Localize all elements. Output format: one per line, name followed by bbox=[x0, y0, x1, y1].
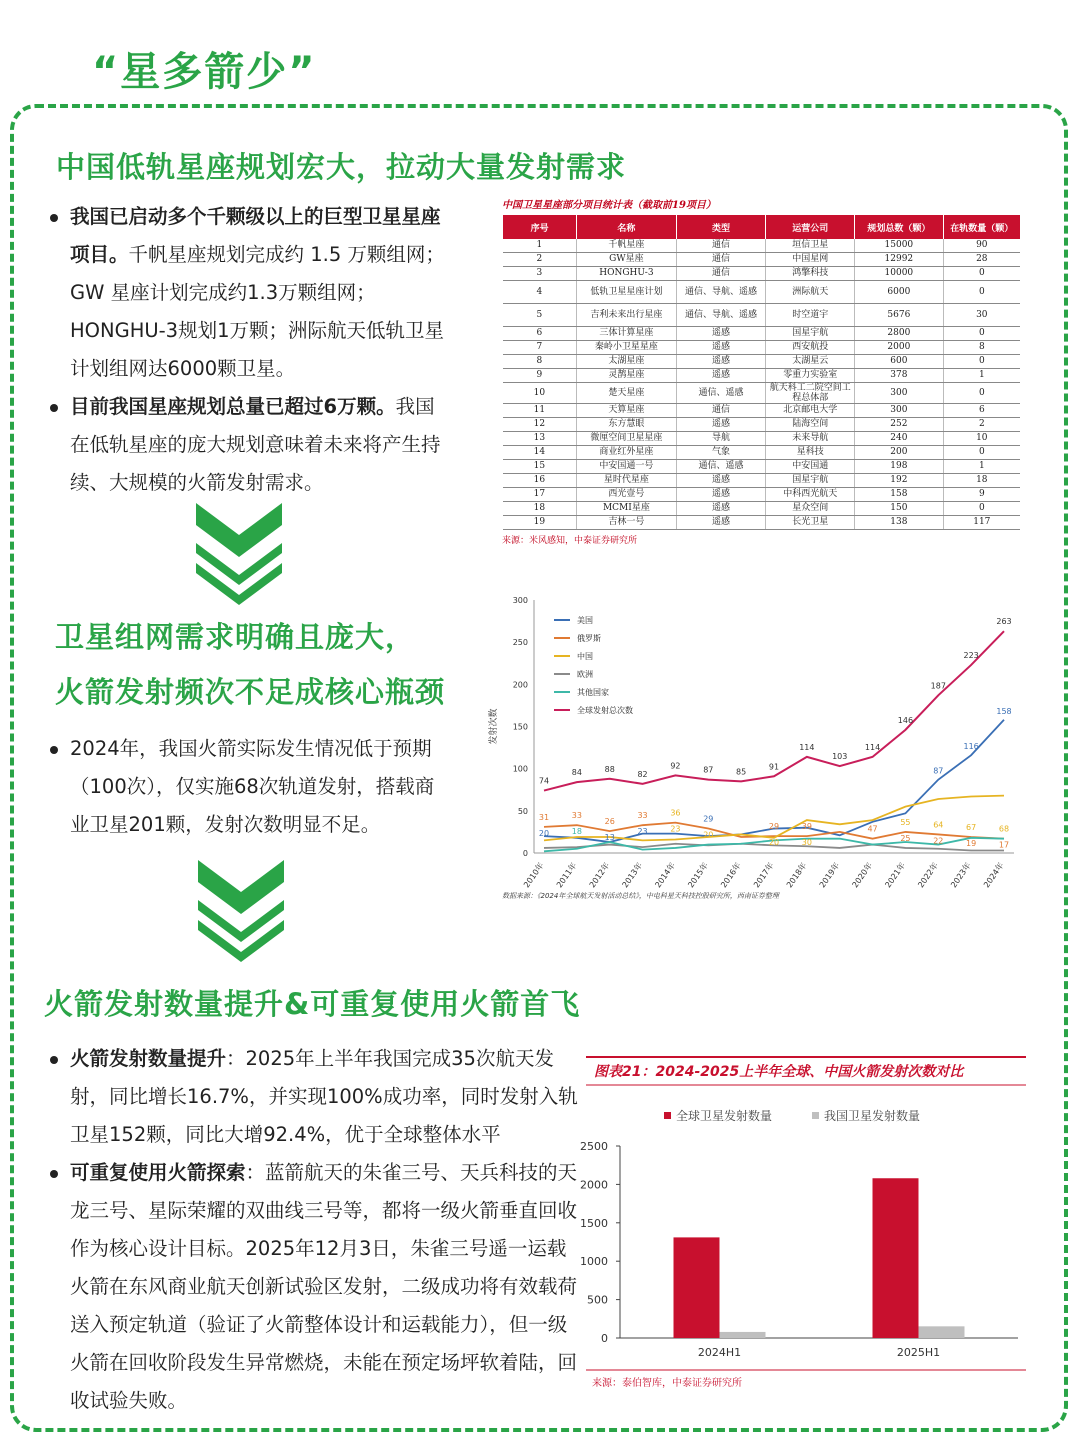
data-label: 26 bbox=[604, 817, 615, 827]
table-cell: 遥感 bbox=[676, 369, 766, 383]
bar bbox=[674, 1237, 720, 1338]
table-cell: 天算星座 bbox=[577, 404, 676, 418]
table-cell: 2 bbox=[503, 253, 577, 267]
y-tick-label: 50 bbox=[517, 806, 528, 816]
table-cell: 10 bbox=[503, 383, 577, 404]
y-tick-label: 100 bbox=[512, 764, 528, 774]
table-cell: 12992 bbox=[855, 253, 944, 267]
bullet-item bbox=[48, 198, 448, 388]
table-cell: 遥感 bbox=[676, 418, 766, 432]
table-cell: 遥感 bbox=[676, 341, 766, 355]
x-tick-label: 2021年 bbox=[883, 860, 908, 890]
table-cell: 遥感 bbox=[676, 327, 766, 341]
table-cell: 192 bbox=[855, 474, 944, 488]
table-cell: 太湖星云 bbox=[766, 355, 855, 369]
table-cell: 10000 bbox=[855, 267, 944, 281]
data-label: 146 bbox=[897, 715, 914, 725]
y-tick-label: 1500 bbox=[580, 1216, 608, 1230]
table-cell: 吉林一号 bbox=[577, 516, 676, 530]
table-cell: 0 bbox=[943, 281, 1020, 304]
legend-swatch bbox=[812, 1112, 819, 1119]
table-cell: 未来导航 bbox=[766, 432, 855, 446]
data-label: 91 bbox=[768, 762, 780, 772]
data-label: 263 bbox=[996, 617, 1012, 627]
table-cell: 17 bbox=[503, 488, 577, 502]
table-cell: 0 bbox=[943, 383, 1020, 404]
table-cell: 长光卫星 bbox=[766, 516, 855, 530]
table-cell: 300 bbox=[855, 383, 944, 404]
data-label: 223 bbox=[963, 650, 979, 660]
table-cell: 通信、遥感 bbox=[676, 383, 766, 404]
table-row bbox=[503, 304, 1021, 327]
data-label: 20 bbox=[703, 830, 714, 840]
table-cell: 太湖星座 bbox=[577, 355, 676, 369]
table-cell: 时空道宇 bbox=[766, 304, 855, 327]
bullet-item bbox=[48, 1154, 578, 1420]
data-label: 116 bbox=[963, 742, 979, 752]
x-tick-label: 2015年 bbox=[686, 860, 710, 890]
table-cell: 9 bbox=[943, 488, 1020, 502]
legend-label: 中国 bbox=[577, 652, 593, 661]
bullet-text: 我国在低轨星座的庞大规划意味着未来将产生持续、大规模的火箭发射需求。 bbox=[70, 395, 441, 494]
y-tick-label: 0 bbox=[601, 1332, 608, 1345]
table-cell: 微厘空间卫星星座 bbox=[577, 432, 676, 446]
constellation-table bbox=[502, 215, 1020, 530]
table-cell: 通信、导航、遥感 bbox=[676, 281, 766, 304]
x-tick-label: 2023年 bbox=[949, 860, 973, 890]
data-label: 64 bbox=[933, 820, 944, 830]
legend-label: 美国 bbox=[577, 616, 593, 625]
table-row bbox=[503, 474, 1021, 488]
x-tick-label: 2022年 bbox=[916, 860, 940, 890]
table-cell: 19 bbox=[503, 516, 577, 530]
data-label: 187 bbox=[930, 681, 946, 691]
table-cell: 吉利未来出行星座 bbox=[577, 304, 676, 327]
data-label: 114 bbox=[799, 742, 815, 752]
data-label: 20 bbox=[538, 828, 550, 838]
table-row bbox=[503, 281, 1021, 304]
table-cell: 1 bbox=[943, 369, 1020, 383]
table-cell: 遥感 bbox=[676, 516, 766, 530]
data-label: 67 bbox=[966, 822, 977, 832]
table-header-cell: 名称 bbox=[577, 215, 676, 239]
table-row bbox=[503, 383, 1021, 404]
table-cell: 陆海空间 bbox=[766, 418, 855, 432]
table-cell: 90 bbox=[943, 239, 1020, 253]
data-label: 18 bbox=[571, 827, 582, 837]
x-tick-label: 2013年 bbox=[620, 860, 645, 890]
table-cell: 6 bbox=[503, 327, 577, 341]
table-cell: 15000 bbox=[855, 239, 944, 253]
table-cell: 0 bbox=[943, 502, 1020, 516]
y-tick-label: 500 bbox=[587, 1293, 608, 1307]
data-label: 17 bbox=[998, 840, 1010, 850]
table-cell: 2 bbox=[943, 418, 1020, 432]
table-cell: 252 bbox=[855, 418, 944, 432]
data-label: 87 bbox=[703, 765, 714, 775]
table-cell: 7 bbox=[503, 341, 577, 355]
table-row bbox=[503, 369, 1021, 383]
y-tick-label: 0 bbox=[522, 849, 528, 858]
data-label: 84 bbox=[571, 768, 582, 778]
section3-bullets bbox=[48, 1040, 578, 1420]
data-label: 23 bbox=[637, 827, 648, 837]
bar bbox=[720, 1332, 766, 1338]
table-cell: 秦岭小卫星星座 bbox=[577, 341, 676, 355]
chart-title: 图表21：2024-2025上半年全球、中国火箭发射次数对比 bbox=[594, 1064, 964, 1080]
table-cell: 西光壹号 bbox=[577, 488, 676, 502]
section1-bullets bbox=[48, 198, 448, 502]
data-label: 88 bbox=[604, 764, 615, 774]
table-cell: 零重力实验室 bbox=[766, 369, 855, 383]
data-label: 19 bbox=[966, 838, 977, 848]
table-cell: 300 bbox=[855, 404, 944, 418]
data-label: 92 bbox=[670, 761, 681, 771]
table-header-cell: 序号 bbox=[503, 215, 577, 239]
chevron-down-icon bbox=[198, 860, 284, 964]
table-cell: 4 bbox=[503, 281, 577, 304]
data-label: 158 bbox=[996, 706, 1012, 716]
data-label: 36 bbox=[670, 808, 681, 818]
table-row bbox=[503, 446, 1021, 460]
data-label: 55 bbox=[900, 817, 911, 827]
table-header-row bbox=[503, 215, 1021, 239]
y-tick-label: 250 bbox=[512, 638, 528, 648]
x-tick-label: 2016年 bbox=[719, 860, 743, 890]
table-row bbox=[503, 516, 1021, 530]
table-cell: 国星宇航 bbox=[766, 327, 855, 341]
table-cell: 8 bbox=[943, 341, 1020, 355]
table-cell: 1 bbox=[943, 460, 1020, 474]
table-cell: 遥感 bbox=[676, 488, 766, 502]
table-cell: 200 bbox=[855, 446, 944, 460]
bar bbox=[919, 1326, 965, 1338]
table-row bbox=[503, 341, 1021, 355]
table-cell: 东方慧眼 bbox=[577, 418, 676, 432]
table-row bbox=[503, 327, 1021, 341]
table-cell: 9 bbox=[503, 369, 577, 383]
table-cell: 6000 bbox=[855, 281, 944, 304]
data-label: 74 bbox=[538, 776, 550, 786]
data-label: 114 bbox=[864, 742, 881, 752]
table-cell: 16 bbox=[503, 474, 577, 488]
bullet-bold: 目前我国星座规划总量已超过6万颗。 bbox=[70, 395, 396, 418]
table-header-cell: 在轨数量（颗） bbox=[943, 215, 1020, 239]
table-cell: 2000 bbox=[855, 341, 944, 355]
table-cell: 中科西光航天 bbox=[766, 488, 855, 502]
y-tick-label: 300 bbox=[512, 596, 528, 605]
x-tick-label: 2025H1 bbox=[896, 1346, 941, 1359]
table-cell: MCMI星座 bbox=[577, 502, 676, 516]
x-tick-label: 2017年 bbox=[751, 860, 776, 890]
x-tick-label: 2020年 bbox=[850, 860, 875, 890]
table-cell: 气象 bbox=[676, 446, 766, 460]
section2-bullets bbox=[48, 730, 448, 844]
table-cell: 10 bbox=[943, 432, 1020, 446]
table-cell: 5 bbox=[503, 304, 577, 327]
legend-label: 全球卫星发射数量 bbox=[676, 1109, 773, 1123]
data-label: 31 bbox=[538, 812, 550, 822]
bullet-text: 2024年，我国火箭实际发生情况低于预期（100次），仅实施68次轨道发射，搭载商业卫星201颗，发射次数明显不足。 bbox=[70, 737, 435, 836]
table-cell: 158 bbox=[855, 488, 944, 502]
legend-label: 我国卫星发射数量 bbox=[824, 1109, 921, 1123]
bullet-text: ：蓝箭航天的朱雀三号、天兵科技的天龙三号、星际荣耀的双曲线三号等，都将一级火箭垂直回收作为核心设计目标。2025年12月3日，朱雀三号遥一运载火箭在东风商业航天创新试验区发射，二级成功将有效载荷送入预定轨道（验证了火箭整体设计和运载能力），但一级火箭在回收阶段发生异常燃烧，未能在预定场坪软着陆，回收试验失败。 bbox=[70, 1161, 578, 1412]
chart-source: 数据来源：《2024年全球航天发射活动总结》，中电科星天科技控股研究所，西南证券整理 bbox=[502, 892, 779, 900]
table-cell: 垣信卫星 bbox=[766, 239, 855, 253]
x-tick-label: 2018年 bbox=[784, 860, 809, 890]
data-label: 87 bbox=[933, 766, 944, 776]
table-cell: 通信、遥感 bbox=[676, 460, 766, 474]
data-label: 33 bbox=[571, 811, 582, 821]
table-cell: 117 bbox=[943, 516, 1020, 530]
table-cell: 28 bbox=[943, 253, 1020, 267]
y-axis-label: 发射次数 bbox=[489, 708, 499, 745]
x-tick-label: 2014年 bbox=[653, 860, 678, 890]
table-cell: 138 bbox=[855, 516, 944, 530]
data-label: 25 bbox=[900, 833, 911, 843]
data-label: 39 bbox=[801, 822, 812, 832]
y-tick-label: 1000 bbox=[580, 1255, 608, 1269]
table-cell: 鸿擎科技 bbox=[766, 267, 855, 281]
table-cell: 18 bbox=[503, 502, 577, 516]
table-cell: 商业红外星座 bbox=[577, 446, 676, 460]
table-cell: 遥感 bbox=[676, 474, 766, 488]
launch-line-chart bbox=[484, 588, 1040, 908]
bullet-text: ：2025年上半年我国完成35次航天发射，同比增长16.7%，并实现100%成功率，同时发射入轨卫星152颗，同比大增92.4%，优于全球整体水平 bbox=[70, 1047, 578, 1146]
table-cell: 8 bbox=[503, 355, 577, 369]
table-cell: 15 bbox=[503, 460, 577, 474]
y-tick-label: 2500 bbox=[580, 1140, 608, 1153]
legend-label: 俄罗斯 bbox=[577, 634, 601, 643]
table-cell: 5676 bbox=[855, 304, 944, 327]
bullet-item bbox=[48, 388, 448, 502]
table-cell: 198 bbox=[855, 460, 944, 474]
x-tick-label: 2024H1 bbox=[697, 1346, 742, 1359]
table-cell: 洲际航天 bbox=[766, 281, 855, 304]
constellation-table-block bbox=[502, 196, 1022, 546]
table-cell: 18 bbox=[943, 474, 1020, 488]
data-label: 85 bbox=[736, 767, 747, 777]
bullet-bold: 火箭发射数量提升 bbox=[70, 1047, 227, 1070]
table-row bbox=[503, 418, 1021, 432]
data-label: 103 bbox=[832, 752, 848, 762]
table-header-cell: 类型 bbox=[676, 215, 766, 239]
table-cell: 通信 bbox=[676, 239, 766, 253]
table-cell: 14 bbox=[503, 446, 577, 460]
table-cell: 低轨卫星星座计划 bbox=[577, 281, 676, 304]
table-cell: 0 bbox=[943, 355, 1020, 369]
table-cell: 三体计算星座 bbox=[577, 327, 676, 341]
bullet-bold: 可重复使用火箭探索 bbox=[70, 1161, 246, 1184]
table-cell: 0 bbox=[943, 267, 1020, 281]
data-label: 68 bbox=[998, 824, 1010, 834]
table-cell: 北京邮电大学 bbox=[766, 404, 855, 418]
data-label: 33 bbox=[637, 811, 648, 821]
table-cell: 导航 bbox=[676, 432, 766, 446]
table-cell: 1 bbox=[503, 239, 577, 253]
data-label: 30 bbox=[801, 838, 812, 848]
table-cell: 中安国通一号 bbox=[577, 460, 676, 474]
data-label: 23 bbox=[670, 824, 681, 834]
table-row bbox=[503, 432, 1021, 446]
table-cell: 通信 bbox=[676, 404, 766, 418]
table-cell: 150 bbox=[855, 502, 944, 516]
section2-title-line2: 火箭发射频次不足成核心瓶颈 bbox=[55, 675, 446, 709]
table-cell: 600 bbox=[855, 355, 944, 369]
table-cell: 通信 bbox=[676, 267, 766, 281]
table-cell: 遥感 bbox=[676, 355, 766, 369]
table-cell: 千帆星座 bbox=[577, 239, 676, 253]
data-label: 13 bbox=[604, 833, 615, 843]
chevron-down-icon bbox=[196, 503, 282, 607]
launch-bar-chart bbox=[578, 1052, 1040, 1392]
table-cell: 0 bbox=[943, 446, 1020, 460]
table-row bbox=[503, 355, 1021, 369]
table-row bbox=[503, 502, 1021, 516]
table-cell: 星众空间 bbox=[766, 502, 855, 516]
table-cell: 6 bbox=[943, 404, 1020, 418]
section2-title-line1: 卫星组网需求明确且庞大， bbox=[55, 620, 416, 654]
table-row bbox=[503, 239, 1021, 253]
legend-label: 其他国家 bbox=[577, 688, 609, 697]
table-cell: 中安国通 bbox=[766, 460, 855, 474]
legend-label: 欧洲 bbox=[577, 670, 593, 679]
table-title: 中国卫星星座部分项目统计表（截取前19项目） bbox=[502, 200, 716, 211]
section3-title: 火箭发射数量提升&可重复使用火箭首飞 bbox=[44, 987, 581, 1021]
data-label: 29 bbox=[703, 814, 714, 824]
x-tick-label: 2011年 bbox=[554, 860, 579, 890]
table-row bbox=[503, 488, 1021, 502]
table-cell: 灵鹊星座 bbox=[577, 369, 676, 383]
legend-label: 全球发射总次数 bbox=[577, 706, 633, 715]
table-cell: 楚天星座 bbox=[577, 383, 676, 404]
table-cell: 0 bbox=[943, 327, 1020, 341]
table-cell: 13 bbox=[503, 432, 577, 446]
y-tick-label: 150 bbox=[512, 722, 528, 732]
table-cell: 378 bbox=[855, 369, 944, 383]
table-cell: 240 bbox=[855, 432, 944, 446]
table-cell: 航天科工二院空间工程总体部 bbox=[766, 383, 855, 404]
x-tick-label: 2024年 bbox=[981, 860, 1006, 890]
table-cell: 2800 bbox=[855, 327, 944, 341]
data-label: 29 bbox=[768, 822, 780, 832]
bullet-bold: 我国已启动多个千颗级以上的巨型卫星星座项目。 bbox=[70, 205, 441, 266]
table-cell: HONGHU-3 bbox=[577, 267, 676, 281]
table-cell: 西安航投 bbox=[766, 341, 855, 355]
table-cell: 星科技 bbox=[766, 446, 855, 460]
table-row bbox=[503, 267, 1021, 281]
table-header-cell: 运营公司 bbox=[766, 215, 855, 239]
section1-title: 中国低轨星座规划宏大，拉动大量发射需求 bbox=[56, 150, 627, 184]
page-title: “星多箭少” bbox=[92, 49, 317, 95]
table-cell: 通信、导航、遥感 bbox=[676, 304, 766, 327]
data-label: 20 bbox=[768, 838, 780, 848]
bullet-item bbox=[48, 1040, 578, 1154]
legend-swatch bbox=[664, 1112, 671, 1119]
bar bbox=[873, 1178, 919, 1338]
table-source: 来源：米风感知，中泰证券研究所 bbox=[502, 536, 638, 546]
x-tick-label: 2019年 bbox=[817, 860, 842, 890]
x-tick-label: 2010年 bbox=[521, 860, 546, 890]
table-row bbox=[503, 253, 1021, 267]
table-cell: 3 bbox=[503, 267, 577, 281]
table-cell: 12 bbox=[503, 418, 577, 432]
y-tick-label: 200 bbox=[512, 680, 528, 690]
y-tick-label: 2000 bbox=[580, 1178, 608, 1192]
table-header-cell: 规划总数（颗） bbox=[855, 215, 944, 239]
table-cell: 中国星网 bbox=[766, 253, 855, 267]
data-label: 82 bbox=[637, 769, 648, 779]
table-cell: 30 bbox=[943, 304, 1020, 327]
table-row bbox=[503, 404, 1021, 418]
table-cell: 国星宇航 bbox=[766, 474, 855, 488]
bullet-item bbox=[48, 730, 448, 844]
x-tick-label: 2012年 bbox=[587, 860, 612, 890]
table-cell: 遥感 bbox=[676, 502, 766, 516]
data-label: 22 bbox=[933, 836, 944, 846]
table-row bbox=[503, 460, 1021, 474]
table-cell: 11 bbox=[503, 404, 577, 418]
data-label: 47 bbox=[867, 824, 878, 834]
table-cell: 通信 bbox=[676, 253, 766, 267]
table-cell: 星时代星座 bbox=[577, 474, 676, 488]
table-cell: GW星座 bbox=[577, 253, 676, 267]
chart-source: 来源：泰伯智库，中泰证券研究所 bbox=[592, 1378, 742, 1389]
bullet-text: 千帆星座规划完成约 1.5 万颗组网；GW 星座计划完成约1.3万颗组网；HONGHU-3规划1万颗；洲际航天低轨卫星计划组网达6000颗卫星。 bbox=[70, 243, 445, 380]
